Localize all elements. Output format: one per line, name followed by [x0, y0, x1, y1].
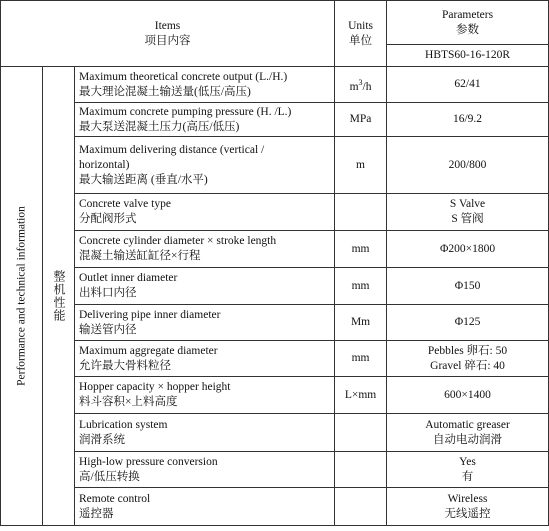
header-items-cell — [1, 1, 335, 67]
item-en: Maximum theoretical concrete output (L./H.) — [79, 70, 288, 83]
item-cell — [75, 103, 335, 137]
item-cell — [75, 67, 335, 103]
value-cell — [387, 452, 549, 488]
value-cell: 200/800 — [387, 137, 549, 194]
header-row — [1, 1, 549, 45]
header-units-cn: 单位 — [349, 34, 373, 47]
item-en: Maximum concrete pumping pressure (H. /L.) — [79, 105, 292, 118]
value-line1: Automatic greaser — [425, 418, 510, 431]
header-items-en: Items — [154, 19, 181, 32]
item-en: Concrete cylinder diameter × stroke length — [79, 235, 277, 247]
item-cn: 料斗容积×上料高度 — [79, 396, 178, 408]
item-cn: 高/低压转换 — [79, 470, 140, 483]
value-line2: S 管阀 — [451, 213, 484, 225]
value-cell: Φ150 — [387, 268, 549, 305]
item-cn: 输送管内径 — [79, 323, 137, 336]
unit-cell: $m^3/h$ — [335, 67, 387, 103]
value-line2: 自动电动润滑 — [433, 433, 503, 446]
value-cell: 600×1400 — [387, 377, 549, 414]
item-cell — [75, 268, 335, 305]
unit-cell: MPa — [335, 103, 387, 137]
group-label-en: Performance and technical information — [15, 206, 27, 386]
value-cell — [387, 194, 549, 231]
item-en: Delivering pipe inner diameter — [79, 308, 221, 321]
table-row — [1, 137, 549, 194]
item-en: Maximum aggregate diameter — [79, 344, 218, 357]
table-row — [1, 452, 549, 488]
value-line2: Gravel 碎石: 40 — [430, 359, 505, 372]
table-row — [1, 268, 549, 305]
unit-cell: m — [335, 137, 387, 194]
item-cell — [75, 305, 335, 341]
unit-cell: mm — [335, 231, 387, 268]
value-cell: Φ200×1800 — [387, 231, 549, 268]
table-row — [1, 341, 549, 377]
item-cn: 允许最大骨料粒径 — [79, 359, 171, 372]
value-line2: 有 — [461, 470, 474, 483]
value-cell — [387, 488, 549, 526]
item-en: Concrete valve type — [79, 198, 171, 210]
item-cn: 分配阀形式 — [79, 213, 137, 225]
item-cn: 润滑系统 — [79, 433, 125, 446]
unit-cell: mm — [335, 268, 387, 305]
header-model: HBTS60-16-120R — [387, 45, 549, 67]
item-cell — [75, 194, 335, 231]
header-params-cn: 参数 — [456, 23, 480, 36]
item-en: Maximum delivering distance (vertical / — [79, 143, 265, 156]
item-cn: 最大泵送混凝土压力(高压/低压) — [79, 120, 240, 133]
table-row — [1, 305, 549, 341]
unit-cell — [335, 414, 387, 452]
item-cell — [75, 137, 335, 194]
item-en: High-low pressure conversion — [79, 455, 218, 468]
unit-cell — [335, 452, 387, 488]
value-cell — [387, 414, 549, 452]
value-line1: S Valve — [449, 198, 486, 210]
item-cell — [75, 414, 335, 452]
table-row — [1, 194, 549, 231]
item-cn: 最大理论混凝土输送量(低压/高压) — [79, 85, 251, 98]
item-cell — [75, 341, 335, 377]
value-cell: 16/9.2 — [387, 103, 549, 137]
header-params-cell — [387, 1, 549, 45]
value-cell: 62/41 — [387, 67, 549, 103]
value-line2: 无线遥控 — [444, 507, 491, 520]
item-cell — [75, 377, 335, 414]
item-en-line2: horizontal) — [79, 158, 130, 171]
item-cell — [75, 231, 335, 268]
unit-cell: Mm — [335, 305, 387, 341]
item-en: Outlet inner diameter — [79, 272, 178, 284]
value-line1: Yes — [459, 455, 476, 468]
item-cn: 混凝土输送缸缸径×行程 — [79, 250, 201, 262]
table-row — [1, 103, 549, 137]
table-row — [1, 231, 549, 268]
unit-cell — [335, 194, 387, 231]
table-row — [1, 377, 549, 414]
item-cn: 遥控器 — [79, 507, 114, 520]
item-cn: 出料口内径 — [79, 287, 137, 299]
header-units-cell — [335, 1, 387, 67]
group-label-cn-cell — [43, 67, 75, 526]
header-units-en: Units — [348, 19, 373, 32]
table-row — [1, 414, 549, 452]
item-en: Remote control — [79, 492, 151, 505]
header-params-en: Parameters — [441, 8, 494, 21]
value-cell — [387, 341, 549, 377]
item-cell — [75, 452, 335, 488]
item-en: Lubrication system — [79, 418, 168, 431]
value-line1: Pebbles 卵石: 50 — [427, 344, 508, 357]
header-items-cn: 项目内容 — [144, 34, 191, 47]
item-cell — [75, 488, 335, 526]
group-label-cn: 整机性能 — [52, 270, 66, 322]
unit-cell: mm — [335, 341, 387, 377]
value-line1: Wireless — [447, 492, 488, 505]
table-row — [1, 488, 549, 526]
unit-cell: L×mm — [335, 377, 387, 414]
value-cell: Φ125 — [387, 305, 549, 341]
unit-cell — [335, 488, 387, 526]
item-en: Hopper capacity × hopper height — [79, 381, 231, 393]
table-row — [1, 67, 549, 103]
group-label-en-cell — [1, 67, 43, 526]
item-cn: 最大输送距离 (垂直/水平) — [79, 173, 208, 186]
